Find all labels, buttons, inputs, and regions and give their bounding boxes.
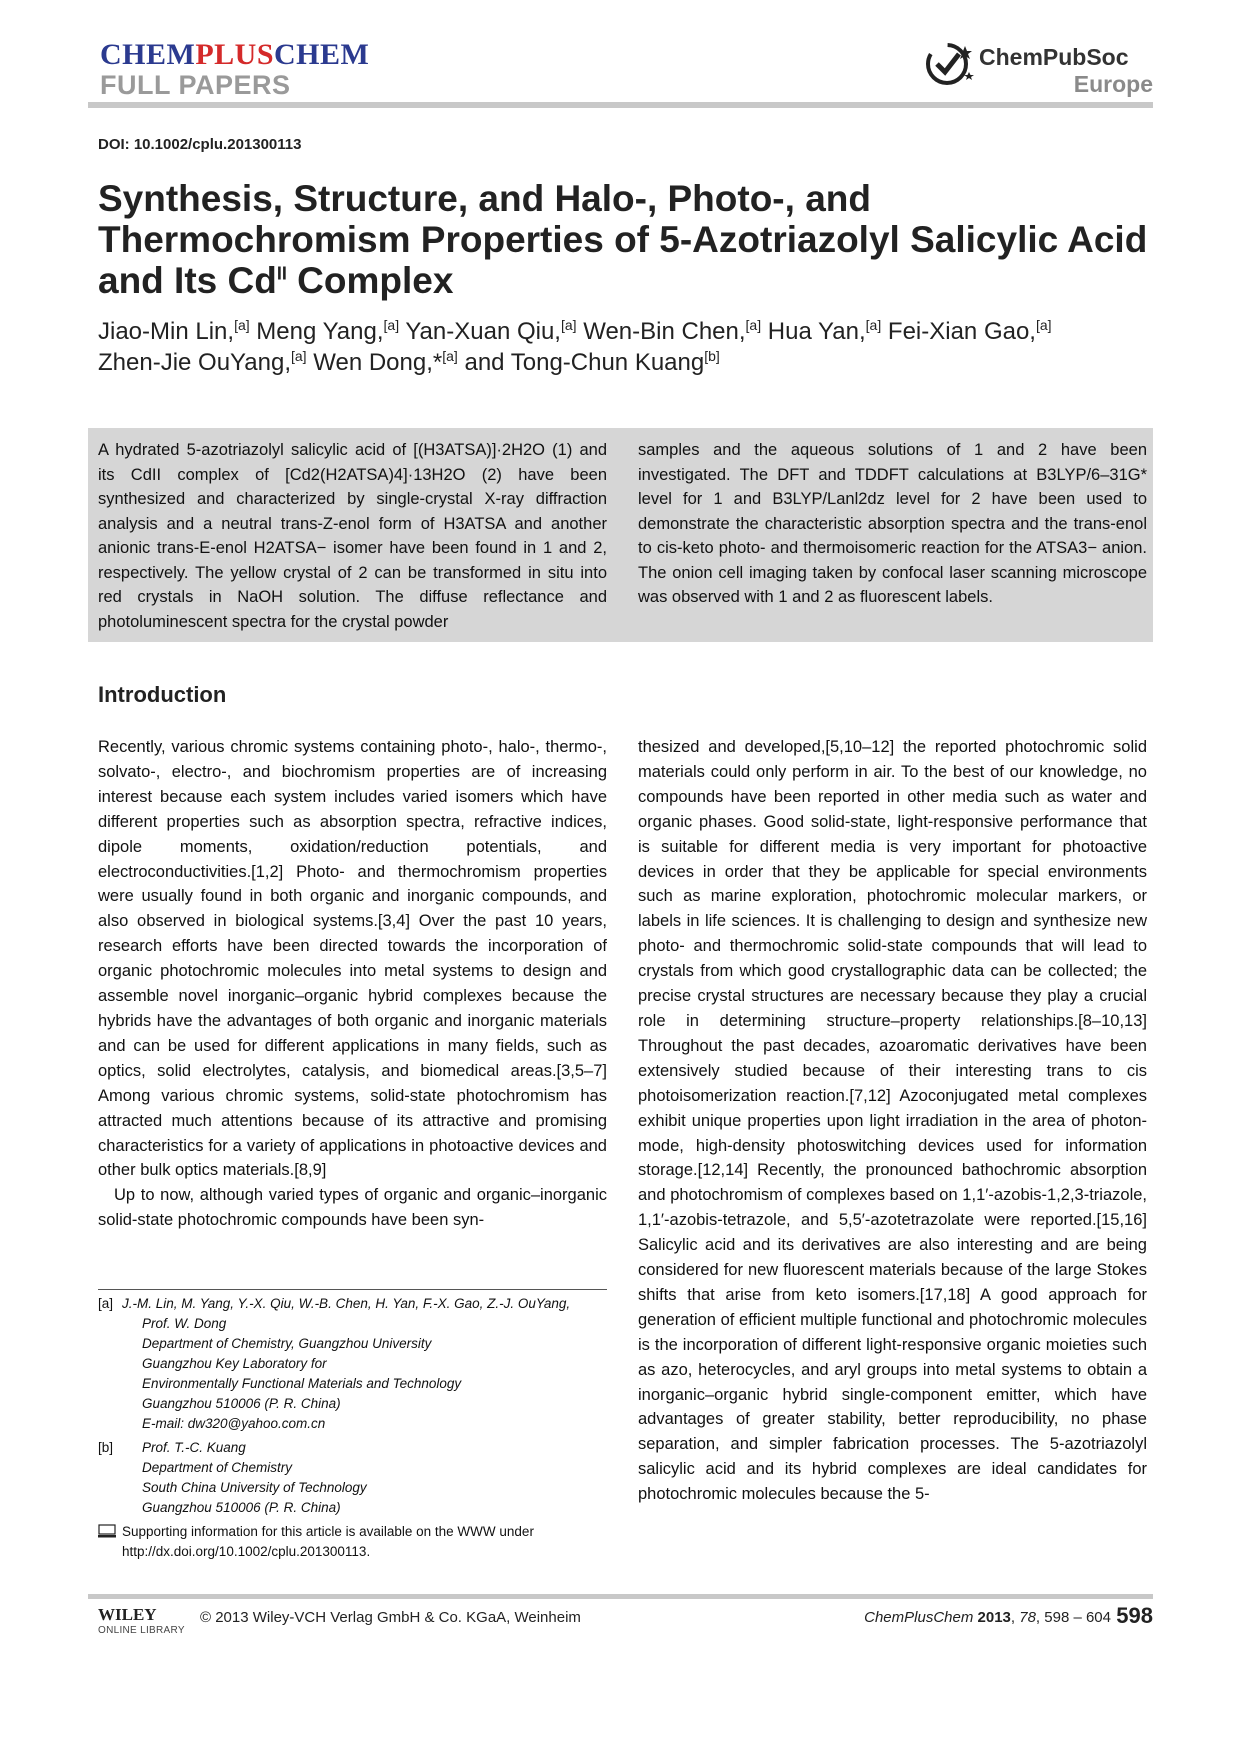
author: Zhen-Jie OuYang, xyxy=(98,349,291,376)
author-affiliation: [a] xyxy=(745,317,762,333)
abstract-right-column: samples and the aqueous solutions of 1 and 2 have been investigated. The DFT and TDDFT calculations at B3LYP/6–31G* level for 1 and B3LYP/Lanl2dz level for 2 have been used to demonstrate the characteristic absorption spectra and the trans-enol to cis-keto photo- and thermoisomeric reaction for the ATSA3− anion. The onion cell imaging taken by confocal laser scanning microscope was observed with 1 and 2 as fluorescent labels. xyxy=(638,441,1147,606)
author: and Tong-Chun Kuang xyxy=(457,349,705,376)
journal-name xyxy=(100,38,369,72)
journal-name-prefix: CHEM xyxy=(100,38,196,71)
author: Jiao-Min Lin, xyxy=(98,318,235,345)
section-type: FULL PAPERS xyxy=(100,70,291,100)
footnote-label: [b] xyxy=(98,1440,114,1455)
society-name: ChemPubSoc xyxy=(979,44,1129,70)
computer-icon xyxy=(98,1524,116,1538)
footnote-email[interactable]: E-mail: dw320@yahoo.com.cn xyxy=(142,1416,326,1431)
abstract-left-column: A hydrated 5-azotriazolyl salicylic acid of [(H3ATSA)]·2H2O (1) and its CdII complex of [Cd2(H2ATSA)4]·13H2O (2) have been synthesized and characterized by single-crystal X-ray diffraction analysis and a neutral trans-Z-enol form of H3ATSA and another anionic trans-E-enol H2ATSA− isomer have been found in 1 and 2, respectively. The yellow crystal of 2 can be transformed in situ into red crystals in NaOH solution. The diffuse reflectance and photoluminescent spectra for the crystal powder xyxy=(98,441,607,631)
chempubsoc-emblem-icon xyxy=(923,38,975,90)
author-affiliation: [a] xyxy=(291,348,307,364)
footer-rule xyxy=(88,1594,1153,1599)
footnote-rule xyxy=(98,1289,607,1290)
page-header xyxy=(88,30,1153,110)
author-affiliation: [b] xyxy=(704,348,720,364)
author: Meng Yang, xyxy=(249,318,384,345)
footer-citation: ChemPlusChem 2013, 78, 598 – 604 xyxy=(864,1609,1111,1626)
footnote-b xyxy=(98,1438,607,1518)
journal-name-plus: PLUS xyxy=(195,38,275,71)
footnote-a xyxy=(98,1294,607,1434)
abstract-box xyxy=(88,428,1153,642)
author: Fei-Xian Gao, xyxy=(881,318,1036,345)
body-left-column xyxy=(98,735,607,1233)
footnote-line: Guangzhou 510006 (P. R. China) xyxy=(142,1396,341,1411)
title-text-main: Synthesis, Structure, and Halo-, Photo-, and Thermochromism Properties of 5-Azotriazolyl Salicylic Acid and Its Cd xyxy=(98,178,1148,301)
footnote-label: [a] xyxy=(98,1296,114,1311)
title-text-end: Complex xyxy=(286,260,454,301)
footnote-line: Department of Chemistry xyxy=(142,1460,293,1475)
footnote-line: Prof. W. Dong xyxy=(142,1316,227,1331)
header-rule xyxy=(88,102,1153,108)
author-affiliation: [a] xyxy=(865,317,882,333)
footnote-line: Guangzhou 510006 (P. R. China) xyxy=(142,1500,341,1515)
footnote-line: J.-M. Lin, M. Yang, Y.-X. Qiu, W.-B. Chen, H. Yan, F.-X. Gao, Z.-J. OuYang, xyxy=(122,1296,571,1311)
author-affiliation: [a] xyxy=(383,317,400,333)
author: Wen Dong,* xyxy=(306,349,443,376)
wiley-library-text: ONLINE LIBRARY xyxy=(98,1625,185,1636)
footnote-line: Department of Chemistry, Guangzhou University xyxy=(142,1336,432,1351)
footer-volume: 78 xyxy=(1019,1609,1036,1626)
footnote-line: South China University of Technology xyxy=(142,1480,367,1495)
article-title xyxy=(98,178,1158,301)
supporting-info-note xyxy=(98,1522,607,1562)
paragraph: Recently, various chromic systems containing photo-, halo-, thermo-, solvato-, electro-, and biochromism properties are of increasing interest because each system includes varied isomers which have different properties such as absorption spectra, refractive indices, dipole moments, oxidation/reduction potentials, and electroconductivities.[1,2] Photo- and thermochromism properties were usually found in both organic and inorganic compounds, and also observed in biological systems.[3,4] Over the past 10 years, research efforts have been directed towards the incorporation of organic photochromic molecules into metal systems to design and assemble novel inorganic–organic hybrid complexes because the hybrids have the advantages of both organic and inorganic materials and can be used for different applications in many fields, such as optics, solid electrolytes, catalysis, and biomedical areas.[3,5–7] Among various chromic systems, solid-state photochromism has attracted much attentions because of its attractive and promising characteristics for a variety of applications in photoactive devices and other bulk optics materials.[8,9] xyxy=(98,738,607,1180)
title-superscript: II xyxy=(276,263,287,284)
copyright: © 2013 Wiley-VCH Verlag GmbH & Co. KGaA, Weinheim xyxy=(200,1609,581,1626)
author: Wen-Bin Chen, xyxy=(576,318,746,345)
chempubsoc-logo xyxy=(923,38,1153,100)
supporting-info-text: Supporting information for this article is available on the WWW under xyxy=(122,1524,534,1539)
footnote-line: Prof. T.-C. Kuang xyxy=(142,1440,246,1455)
affiliation-footnotes xyxy=(98,1294,607,1562)
author: Hua Yan, xyxy=(761,318,866,345)
footer-year: 2013 xyxy=(977,1609,1011,1626)
footnote-line: Environmentally Functional Materials and Technology xyxy=(142,1376,462,1391)
author-affiliation: [a] xyxy=(560,317,577,333)
journal-name-suffix: CHEM xyxy=(274,38,370,71)
section-heading-introduction: Introduction xyxy=(98,682,227,707)
wiley-online-library-logo xyxy=(98,1605,188,1641)
wiley-wordmark: WILEY xyxy=(98,1605,157,1624)
author-affiliation: [a] xyxy=(442,348,458,364)
footnote-line: Guangzhou Key Laboratory for xyxy=(142,1356,327,1371)
footer-journal: ChemPlusChem xyxy=(864,1609,974,1626)
page-number: 598 xyxy=(1116,1603,1153,1628)
author-affiliation: [a] xyxy=(234,317,250,333)
body-right-column xyxy=(638,735,1147,1507)
supporting-info-link[interactable]: http://dx.doi.org/10.1002/cplu.201300113. xyxy=(122,1544,371,1559)
paragraph: Up to now, although varied types of organic and organic–inorganic solid-state photochromic compounds have been syn- xyxy=(98,1186,607,1230)
author-affiliation: [a] xyxy=(1035,317,1052,333)
paragraph: thesized and developed,[5,10–12] the reported photochromic solid materials could only perform in air. To the best of our knowledge, no compounds have been reported in other media such as water and organic phases. Good solid-state, light-responsive performance that is suitable for different media is very important for photoactive devices in order that they be applicable for special environments such as marine exploration, photochromic molecular markers, or labels in life sciences. It is challenging to design and synthesize new photo- and thermochromic solid-state compounds that will lead to crystals from which good crystallographic data can be collected; the precise crystal structures are necessary because they play a crucial role in determining structure–property relationships.[8–10,13] Throughout the past decades, azoaromatic derivatives have been extensively studied because of their interesting trans to cis photoisomerization reaction.[7,12] Azoconjugated metal complexes exhibit unique properties upon light irradiation in the area of photon-mode, high-density photoswitching devices used for information storage.[12,14] Recently, the pronounced bathochromic absorption and photochromism of complexes based on 1,1′-azobis-1,2,3-triazole, 1,1′-azobis-tetrazole, and 5,5′-azotetrazolate were reported.[15,16] Salicylic acid and its derivatives are also interesting and are being considered for new fluorescent materials because of the large Stokes shifts that arise from keto isomers.[17,18] A good approach for generation of efficient multiple functional and photochromic molecules is the incorporation of different light-responsive organic moieties such as azo, heterocycles, and aryl groups into metal systems to obtain a inorganic–organic hybrid single-component emitter, which have advantages of greater stability, better reproducibility, no phase separation, and simpler fabrication processes. The 5-azotriazolyl salicylic acid and its hybrid complexes are ideal candidates for photochromic molecules because the 5- xyxy=(638,738,1147,1504)
society-region: Europe xyxy=(1073,71,1153,97)
doi[interactable]: DOI: 10.1002/cplu.201300113 xyxy=(98,136,302,153)
author: Yan-Xuan Qiu, xyxy=(399,318,561,345)
author-list xyxy=(98,316,1158,378)
footer-pages: 598 – 604 xyxy=(1044,1609,1111,1626)
